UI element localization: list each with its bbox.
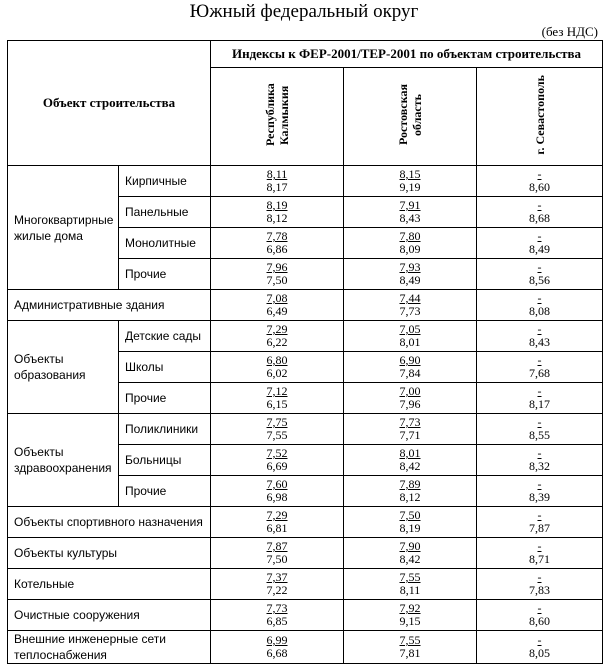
index-value-cell	[344, 166, 477, 197]
index-value-cell	[344, 507, 477, 538]
region-header-rostov: Ростовская область	[344, 68, 477, 166]
ratio-numerator: 7,52	[266, 446, 288, 460]
table-row	[8, 290, 603, 321]
ratio-numerator: -	[537, 167, 542, 181]
ratio-denominator: 8,32	[529, 459, 550, 473]
category-cell: Объекты образования	[8, 321, 119, 414]
ratio-numerator: 7,93	[399, 260, 421, 274]
ratio-denominator: 7,81	[399, 646, 421, 660]
ratio-numerator: 7,80	[399, 229, 421, 243]
ratio-denominator: 9,19	[399, 180, 421, 194]
ratio-numerator: -	[537, 477, 542, 491]
subcategory-cell: Кирпичные	[119, 166, 211, 197]
ratio-numerator: 7,12	[266, 384, 288, 398]
table-row	[8, 538, 603, 569]
ratio-denominator: 8,11	[399, 583, 421, 597]
ratio-numerator: 7,90	[399, 539, 421, 553]
ratio-numerator: -	[537, 291, 542, 305]
ratio-denominator: 8,08	[529, 304, 550, 318]
region-header-sevastopol: г. Севастополь	[477, 68, 603, 166]
ratio-numerator: 7,37	[266, 570, 288, 584]
ratio-denominator: 8,12	[399, 490, 421, 504]
ratio-denominator: 8,17	[266, 180, 288, 194]
ratio-numerator: 7,78	[266, 229, 288, 243]
ratio-denominator: 7,73	[399, 304, 421, 318]
table-row	[8, 600, 603, 631]
ratio-denominator: 8,19	[399, 521, 421, 535]
subcategory-cell: Монолитные	[119, 228, 211, 259]
ratio-numerator: -	[537, 446, 542, 460]
index-value-cell	[211, 352, 344, 383]
ratio-denominator: 8,71	[529, 552, 550, 566]
index-value-cell	[477, 476, 603, 507]
category-cell: Объекты спортивного назначения	[8, 507, 211, 538]
ratio-denominator: 9,15	[399, 614, 421, 628]
ratio-denominator: 8,60	[529, 614, 550, 628]
table-row	[8, 414, 603, 445]
index-value-cell	[477, 414, 603, 445]
ratio-numerator: 6,80	[266, 353, 288, 367]
ratio-denominator: 8,17	[529, 397, 550, 411]
ratio-numerator: 7,05	[399, 322, 421, 336]
ratio-numerator: -	[537, 353, 542, 367]
ratio-denominator: 8,56	[529, 273, 550, 287]
index-value-cell	[211, 259, 344, 290]
index-value-cell	[344, 445, 477, 476]
index-value-cell	[477, 259, 603, 290]
ratio-numerator: 7,87	[266, 539, 288, 553]
region-header-kalmykia: Республика Калмыкия	[211, 68, 344, 166]
subcategory-cell: Детские сады	[119, 321, 211, 352]
ratio-denominator: 6,98	[266, 490, 288, 504]
index-value-cell	[211, 228, 344, 259]
subcategory-cell: Панельные	[119, 197, 211, 228]
vat-note: (без НДС)	[541, 24, 598, 39]
ratio-denominator: 7,68	[529, 366, 550, 380]
index-value-cell	[477, 569, 603, 600]
index-value-cell	[477, 166, 603, 197]
index-value-cell	[211, 569, 344, 600]
subcategory-cell: Прочие	[119, 476, 211, 507]
index-value-cell	[477, 631, 603, 664]
category-cell: Внешние инженерные сети теплоснабжения	[8, 631, 211, 664]
ratio-numerator: -	[537, 415, 542, 429]
ratio-denominator: 6,22	[266, 335, 288, 349]
table-row	[8, 507, 603, 538]
table-row	[8, 321, 603, 352]
index-value-cell	[211, 631, 344, 664]
index-value-cell	[344, 352, 477, 383]
ratio-denominator: 8,42	[399, 459, 421, 473]
index-value-cell	[211, 507, 344, 538]
ratio-denominator: 6,02	[266, 366, 288, 380]
index-value-cell	[344, 290, 477, 321]
category-cell: Котельные	[8, 569, 211, 600]
ratio-denominator: 7,87	[529, 521, 550, 535]
index-value-cell	[477, 321, 603, 352]
ratio-denominator: 8,05	[529, 646, 550, 660]
ratio-denominator: 8,43	[399, 211, 421, 225]
ratio-numerator: 7,92	[399, 601, 421, 615]
ratio-denominator: 7,84	[399, 366, 421, 380]
subcategory-cell: Прочие	[119, 259, 211, 290]
table-row	[8, 569, 603, 600]
ratio-numerator: 7,08	[266, 291, 288, 305]
index-value-cell	[211, 197, 344, 228]
index-value-cell	[344, 259, 477, 290]
ratio-denominator: 8,60	[529, 180, 550, 194]
ratio-numerator: 7,89	[399, 477, 421, 491]
index-value-cell	[477, 290, 603, 321]
index-value-cell	[344, 383, 477, 414]
page-title: Южный федеральный округ	[189, 1, 419, 22]
index-value-cell	[344, 538, 477, 569]
ratio-denominator: 7,50	[266, 273, 288, 287]
ratio-denominator: 8,39	[529, 490, 550, 504]
ratio-numerator: -	[537, 260, 542, 274]
index-value-cell	[344, 476, 477, 507]
table-row	[8, 631, 603, 664]
ratio-denominator: 8,49	[529, 242, 550, 256]
index-value-cell	[211, 600, 344, 631]
index-value-cell	[211, 476, 344, 507]
index-value-cell	[211, 383, 344, 414]
object-header: Объект строительства	[8, 41, 211, 166]
category-cell: Многоквартирные жилые дома	[8, 166, 119, 290]
ratio-numerator: -	[537, 384, 542, 398]
subcategory-cell: Поликлиники	[119, 414, 211, 445]
index-value-cell	[211, 321, 344, 352]
index-value-cell	[477, 228, 603, 259]
ratio-denominator: 7,71	[399, 428, 421, 442]
ratio-numerator: 7,50	[399, 508, 421, 522]
category-cell: Очистные сооружения	[8, 600, 211, 631]
subcategory-cell: Больницы	[119, 445, 211, 476]
ratio-numerator: -	[537, 508, 542, 522]
index-value-cell	[477, 538, 603, 569]
ratio-denominator: 7,50	[266, 552, 288, 566]
category-cell: Объекты здравоохранения	[8, 414, 119, 507]
ratio-denominator: 8,55	[529, 428, 550, 442]
index-value-cell	[344, 600, 477, 631]
index-value-cell	[344, 197, 477, 228]
ratio-denominator: 7,55	[266, 428, 288, 442]
ratio-denominator: 8,01	[399, 335, 421, 349]
ratio-numerator: 7,00	[399, 384, 421, 398]
ratio-numerator: -	[537, 198, 542, 212]
ratio-numerator: 7,55	[399, 570, 421, 584]
ratio-numerator: 7,55	[399, 633, 421, 647]
ratio-numerator: 7,96	[266, 260, 288, 274]
index-value-cell	[477, 507, 603, 538]
ratio-numerator: 7,29	[266, 322, 288, 336]
ratio-numerator: 8,15	[399, 167, 421, 181]
index-value-cell	[344, 414, 477, 445]
ratio-denominator: 6,15	[266, 397, 288, 411]
index-value-cell	[211, 414, 344, 445]
ratio-numerator: 7,29	[266, 508, 288, 522]
ratio-denominator: 6,86	[266, 242, 288, 256]
ratio-numerator: -	[537, 539, 542, 553]
ratio-numerator: -	[537, 322, 542, 336]
ratio-denominator: 6,85	[266, 614, 288, 628]
subcategory-cell: Школы	[119, 352, 211, 383]
ratio-denominator: 8,68	[529, 211, 550, 225]
index-value-cell	[477, 383, 603, 414]
index-value-cell	[344, 321, 477, 352]
ratio-numerator: -	[537, 633, 542, 647]
ratio-denominator: 8,09	[399, 242, 421, 256]
ratio-numerator: 8,11	[266, 167, 288, 181]
index-value-cell	[344, 631, 477, 664]
ratio-numerator: 7,44	[399, 291, 421, 305]
index-value-cell	[344, 569, 477, 600]
ratio-denominator: 8,12	[266, 211, 288, 225]
index-value-cell	[477, 197, 603, 228]
index-value-cell	[211, 166, 344, 197]
ratio-numerator: -	[537, 570, 542, 584]
group-header: Индексы к ФЕР-2001/ТЕР-2001 по объектам строительства	[211, 41, 603, 68]
index-value-cell	[477, 352, 603, 383]
ratio-numerator: -	[537, 229, 542, 243]
ratio-numerator: 7,73	[266, 601, 288, 615]
ratio-denominator: 6,81	[266, 521, 288, 535]
ratio-numerator: 7,91	[399, 198, 421, 212]
ratio-numerator: 8,01	[399, 446, 421, 460]
ratio-numerator: 6,99	[266, 633, 288, 647]
ratio-numerator: 7,60	[266, 477, 288, 491]
ratio-numerator: 7,73	[399, 415, 421, 429]
ratio-denominator: 7,22	[266, 583, 288, 597]
ratio-numerator: -	[537, 601, 542, 615]
ratio-denominator: 6,68	[266, 646, 288, 660]
index-value-cell	[477, 600, 603, 631]
category-cell: Объекты культуры	[8, 538, 211, 569]
ratio-denominator: 6,49	[266, 304, 288, 318]
category-cell: Административные здания	[8, 290, 211, 321]
ratio-denominator: 7,96	[399, 397, 421, 411]
ratio-numerator: 8,19	[266, 198, 288, 212]
ratio-denominator: 7,83	[529, 583, 550, 597]
ratio-numerator: 6,90	[399, 353, 421, 367]
ratio-denominator: 8,43	[529, 335, 550, 349]
index-value-cell	[211, 445, 344, 476]
ratio-denominator: 6,69	[266, 459, 288, 473]
index-table	[7, 40, 603, 664]
ratio-denominator: 8,42	[399, 552, 421, 566]
subcategory-cell: Прочие	[119, 383, 211, 414]
index-value-cell	[211, 538, 344, 569]
ratio-denominator: 8,49	[399, 273, 421, 287]
index-value-cell	[344, 228, 477, 259]
index-value-cell	[477, 445, 603, 476]
table-row	[8, 166, 603, 197]
index-value-cell	[211, 290, 344, 321]
ratio-numerator: 7,75	[266, 415, 288, 429]
